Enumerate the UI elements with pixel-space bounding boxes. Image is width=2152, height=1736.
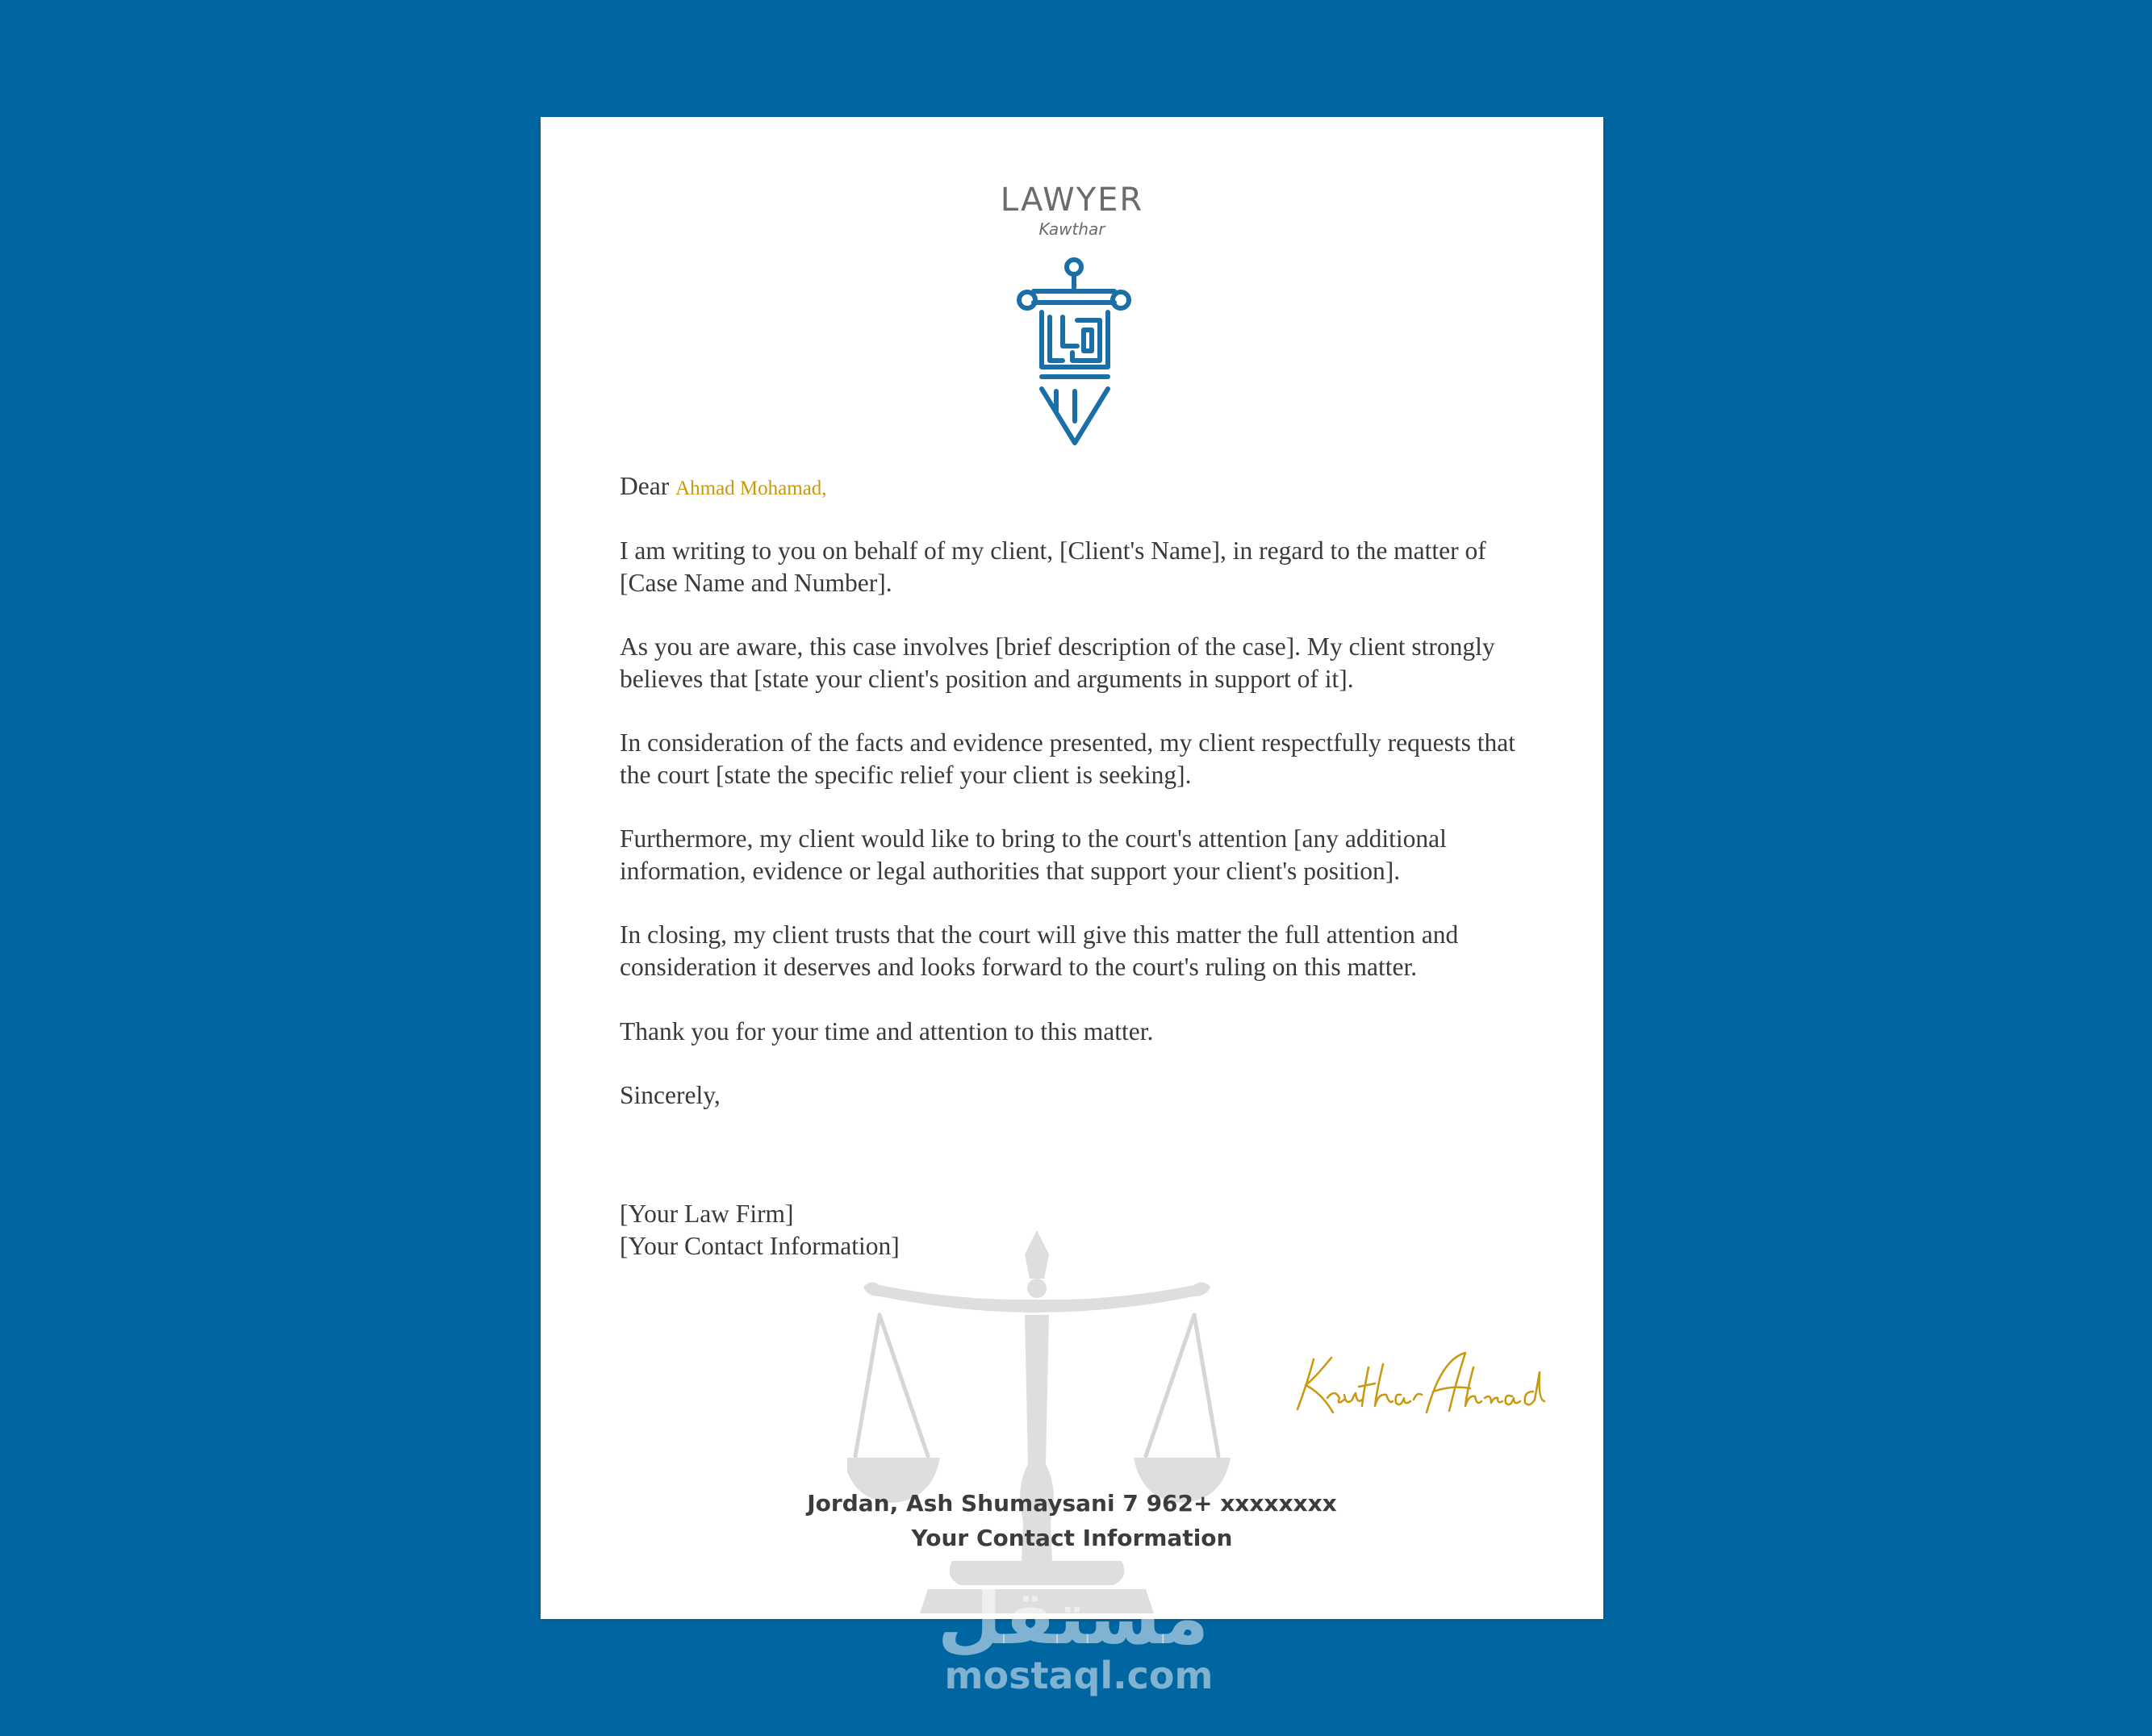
paragraph-text: As you are aware, this case involves [brief description of the case]. My client strongly believes that [state your client's position and arguments in support of it]. — [620, 632, 1495, 693]
footer-contact: Your Contact Information — [911, 1525, 1233, 1551]
letter-page — [541, 117, 1603, 1619]
mostaql-arabic-watermark — [936, 1569, 1210, 1662]
brand-title: LAWYER — [1000, 182, 1144, 219]
paragraph-text: Furthermore, my client would like to bring to the court's attention [any additional information, evidence or legal authorities that support your client's position]. — [620, 824, 1447, 885]
footer-address: Jordan, Ash Shumaysani 7 962+ xxxxxxxx — [807, 1490, 1337, 1517]
letter-paragraph — [620, 1016, 1523, 1048]
paragraph-text: I am writing to you on behalf of my client, [Client's Name], in regard to the matter of [Case Name and Number]. — [620, 536, 1486, 597]
recipient-name: Ahmad Mohamad, — [675, 478, 827, 499]
brand-subtitle: Kawthar — [1038, 219, 1105, 239]
paragraph-text: In consideration of the facts and evidence presented, my client respectfully requests that the court [state the specific relief your client is seeking]. — [620, 728, 1515, 789]
closing: Sincerely, — [620, 1081, 721, 1109]
letter-paragraph — [620, 535, 1523, 599]
letter-paragraph — [620, 631, 1523, 695]
letter-paragraph — [620, 919, 1523, 983]
mostaql-arabic-text: مستقل — [937, 1575, 1210, 1661]
mostaql-domain-text: mostaql.com — [944, 1654, 1214, 1697]
paragraph-text: Thank you for your time and attention to this matter. — [620, 1017, 1154, 1045]
paragraph-text: In closing, my client trusts that the court will give this matter the full attention and consideration it deserves and looks forward to the court's ruling on this matter. — [620, 920, 1459, 981]
letter-paragraph — [620, 727, 1523, 791]
salutation: Dear — [620, 472, 670, 500]
mostaql-domain-watermark — [0, 1654, 2152, 1697]
firm-name: [Your Law Firm] — [620, 1200, 794, 1228]
salutation-line — [620, 470, 1523, 505]
firm-contact: [Your Contact Information] — [620, 1232, 900, 1260]
signature — [1283, 1335, 1549, 1432]
letter-paragraph — [620, 823, 1523, 887]
